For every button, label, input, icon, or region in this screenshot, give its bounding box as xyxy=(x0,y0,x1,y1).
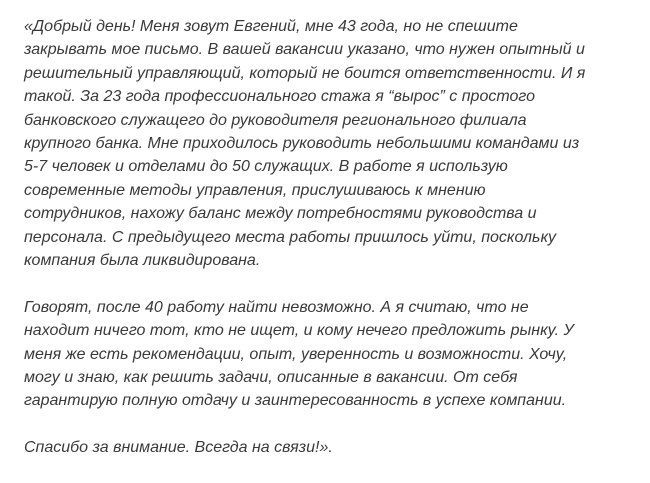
text-line: компания была ликвидирована. xyxy=(24,252,261,270)
text-line: сотрудников, нахожу баланс между потребностями руководства и xyxy=(24,205,537,223)
text-line: решительный управляющий, который не боится ответственности. И я xyxy=(24,64,586,82)
text-line: современные методы управления, прислушиваюсь к мнению xyxy=(24,181,486,199)
text-line: такой. За 23 года профессионального стажа я “вырос” с простого xyxy=(24,88,535,106)
text-line: закрывать мое письмо. В вашей вакансии указано, что нужен опытный и xyxy=(24,41,585,59)
text-line: крупного банка. Мне приходилось руководить небольшими командами из xyxy=(24,135,580,153)
paragraph-closing xyxy=(24,436,585,459)
paragraph-introduction xyxy=(24,15,585,272)
text-line: 5-7 человек и отделами до 50 служащих. В работе я использую xyxy=(24,158,508,176)
text-line: банковского служащего до руководителя регионального филиала xyxy=(24,111,527,129)
text-line: Спасибо за внимание. Всегда на связи!». xyxy=(24,439,333,457)
paragraph-motivation xyxy=(24,296,585,413)
text-line: персонала. С предыдущего места работы пришлось уйти, поскольку xyxy=(24,228,557,246)
text-line: «Добрый день! Меня зовут Евгений, мне 43 года, но не спешите xyxy=(24,18,518,35)
text-line: могу и знаю, как решить задачи, описанные в вакансии. От себя xyxy=(24,369,518,387)
cover-letter-text xyxy=(24,15,585,483)
text-line: гарантирую полную отдачу и заинтересованность в успехе компании. xyxy=(24,392,567,410)
text-line: находит ничего тот, кто не ищет, и кому нечего предложить рынку. У xyxy=(24,322,574,340)
text-line: меня же есть рекомендации, опыт, уверенность и возможности. Хочу, xyxy=(24,345,568,363)
text-line: Говорят, после 40 работу найти невозможно. А я считаю, что не xyxy=(24,298,529,316)
